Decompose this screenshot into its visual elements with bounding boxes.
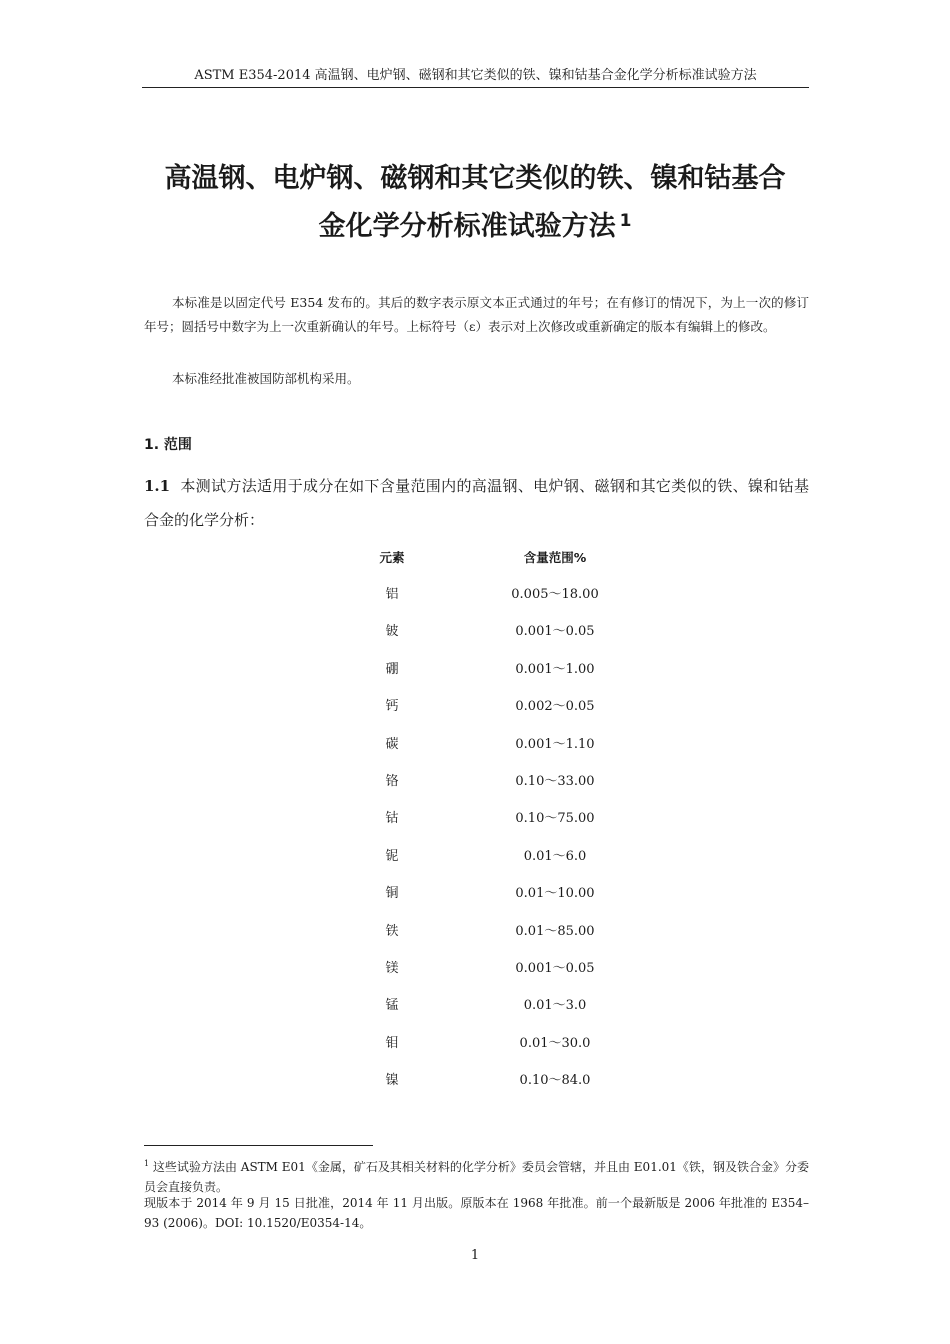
table-row xyxy=(0,884,950,904)
intro-paragraph-1: 本标准是以固定代号 E354 发布的。其后的数字表示原文本正式通过的年号；在有修订的情况下，为上一次的修订年号；圆括号中数字为上一次重新确认的年号。上标符号（ε）表示对上次修改或重新确定的版本有编辑上的修改。 xyxy=(144,295,809,334)
running-header: ASTM E354-2014 高温钢、电炉钢、磁钢和其它类似的铁、镍和钴基合金化学分析标准试验方法 xyxy=(194,68,757,83)
range-cell: 0.01～30.0 xyxy=(519,1035,591,1051)
range-cell: 0.001～1.10 xyxy=(515,736,595,752)
document-title-line-1: 高温钢、电炉钢、磁钢和其它类似的铁、镍和钴基合 xyxy=(164,163,786,194)
element-cell: 锰 xyxy=(385,998,399,1014)
element-cell: 镁 xyxy=(385,961,399,976)
element-cell: 铜 xyxy=(385,886,399,902)
table-row xyxy=(0,847,950,867)
element-cell: 碳 xyxy=(385,736,399,752)
element-cell: 硼 xyxy=(385,661,399,677)
clause-text: 本测试方法适用于成分在如下含量范围内的高温钢、电炉钢、磁钢和其它类似的铁、镍和钴基合金的化学分析： xyxy=(144,477,809,529)
document-title-line-2 xyxy=(120,210,830,244)
element-cell: 钙 xyxy=(385,699,399,715)
clause-number: 1.1 xyxy=(144,477,171,495)
document-title-text: 金化学分析标准试验方法 xyxy=(318,211,616,242)
footnote-mark: 1 xyxy=(144,1159,150,1168)
header-rule xyxy=(142,87,809,88)
table-row xyxy=(0,735,950,755)
table-header-element: 元素 xyxy=(379,550,405,565)
table-row xyxy=(0,996,950,1016)
element-cell: 铁 xyxy=(385,923,399,939)
range-cell: 0.01～85.00 xyxy=(515,923,595,939)
element-cell: 铌 xyxy=(385,848,399,864)
range-cell: 0.01～3.0 xyxy=(523,998,587,1014)
range-cell: 0.10～84.0 xyxy=(519,1073,591,1089)
element-cell: 镍 xyxy=(385,1073,399,1089)
intro-paragraph-2: 本标准经批准被国防部机构采用。 xyxy=(172,371,360,386)
table-row xyxy=(0,660,950,680)
section-1-heading: 1. 范围 xyxy=(144,437,192,453)
element-cell: 铍 xyxy=(385,624,399,640)
table-header-range: 含量范围% xyxy=(523,550,587,565)
clause-1-1 xyxy=(144,469,809,537)
range-cell: 0.001～0.05 xyxy=(515,624,595,640)
range-cell: 0.10～33.00 xyxy=(515,774,595,789)
element-cell: 铬 xyxy=(385,774,399,789)
footnote-2: 现版本于 2014 年 9 月 15 日批准，2014 年 11 月出版。原版本在 1968 年批准。前一个最新版是 2006 年批准的 E354– 93 (2006)。DOI: 10.1520/E0354-14。 xyxy=(144,1196,809,1230)
element-cell: 钴 xyxy=(385,811,399,827)
table-row xyxy=(0,622,950,642)
range-cell: 0.005～18.00 xyxy=(511,587,599,602)
range-cell: 0.01～10.00 xyxy=(515,886,595,902)
element-cell: 铝 xyxy=(385,587,399,602)
table-row xyxy=(0,809,950,829)
table-row xyxy=(0,772,950,792)
element-cell: 钼 xyxy=(385,1035,399,1051)
table-row xyxy=(0,922,950,942)
table-row xyxy=(0,959,950,979)
table-row xyxy=(0,697,950,717)
range-cell: 0.002～0.05 xyxy=(515,699,595,715)
range-cell: 0.001～0.05 xyxy=(515,961,595,976)
table-row xyxy=(0,585,950,605)
page-number: 1 xyxy=(470,1248,480,1263)
range-cell: 0.01～6.0 xyxy=(523,848,587,864)
title-footnote-mark: 1 xyxy=(619,211,632,231)
footnote-rule xyxy=(144,1145,373,1146)
footnote-1-text: 这些试验方法由 ASTM E01《金属，矿石及其相关材料的化学分析》委员会管辖，并且由 E01.01《铁，钢及铁合金》分委员会直接负责。 xyxy=(144,1160,809,1194)
table-row xyxy=(0,1034,950,1054)
table-row xyxy=(0,1071,950,1091)
footnote-1 xyxy=(144,1154,809,1197)
range-cell: 0.10～75.00 xyxy=(515,811,595,827)
range-cell: 0.001～1.00 xyxy=(515,661,595,677)
